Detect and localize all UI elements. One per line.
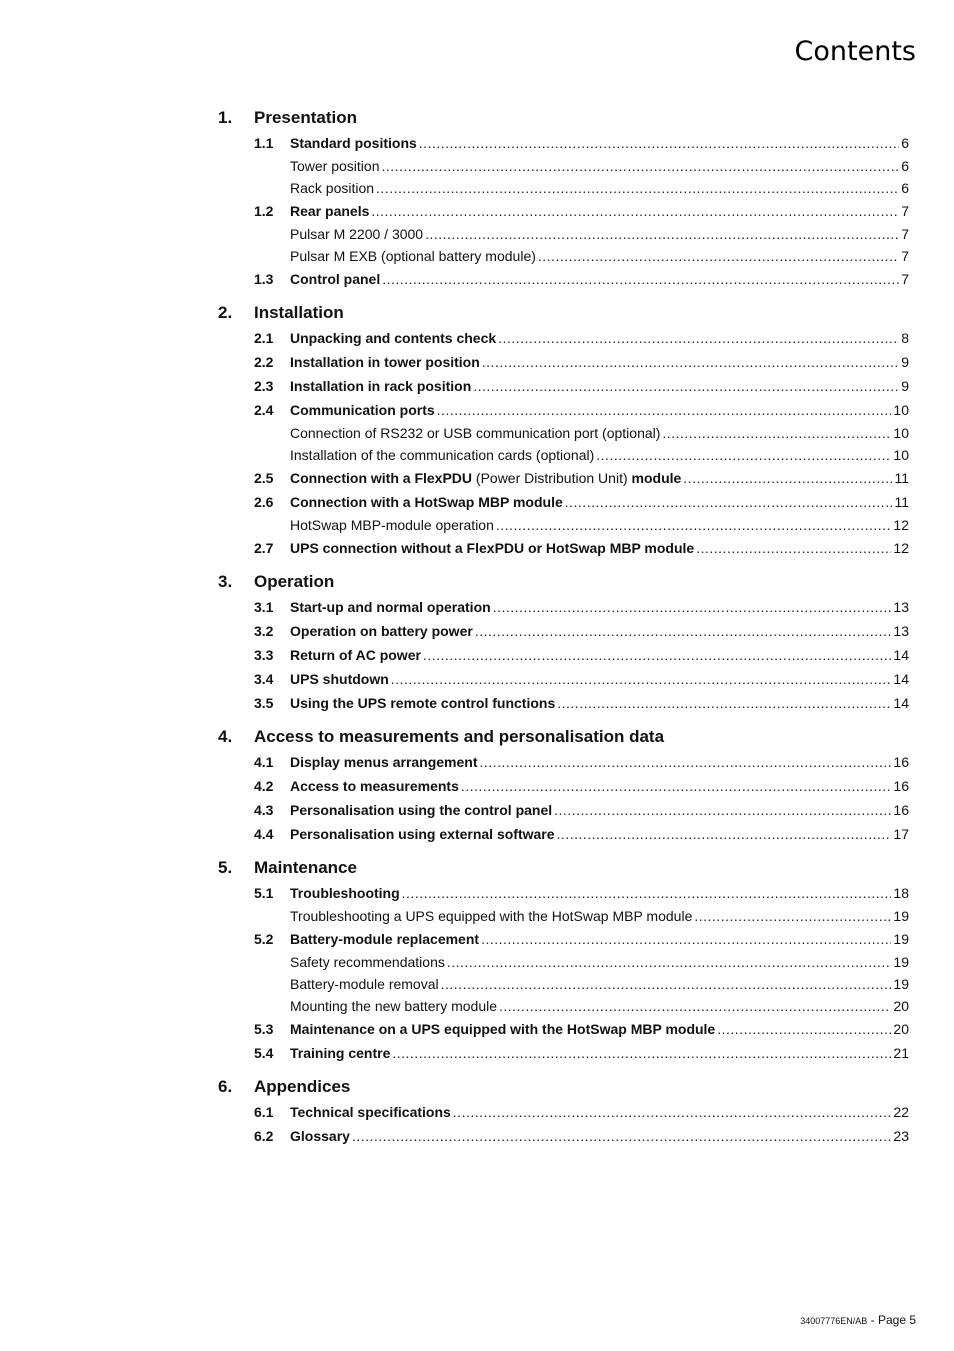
dot-leader	[376, 180, 899, 196]
entry-title: Rack position	[290, 180, 375, 196]
toc-subentry[interactable]	[0, 445, 954, 467]
dot-leader	[694, 908, 891, 924]
entry-number: 2.7	[254, 540, 274, 556]
entry-number: 5.2	[254, 931, 274, 947]
entry-line	[290, 1128, 909, 1144]
dot-leader	[392, 1045, 891, 1061]
section-number: 2.	[218, 303, 233, 322]
entry-line	[290, 447, 909, 463]
entry-title: Installation of the communication cards (optional)	[290, 447, 595, 463]
toc-subentry[interactable]	[0, 974, 954, 996]
entry-title: Connection with a FlexPDU	[290, 470, 473, 486]
entry-number: 6.2	[254, 1128, 274, 1144]
entry-line	[290, 931, 909, 947]
entry-number: 2.4	[254, 402, 274, 418]
entry-page-number: 12	[893, 517, 909, 533]
toc-subentry[interactable]	[0, 156, 954, 178]
entry-line	[290, 402, 909, 418]
entry-title: HotSwap MBP-module operation	[290, 517, 494, 533]
entry-title: Standard positions	[290, 135, 417, 151]
entry-line	[290, 826, 909, 842]
entry-line	[290, 754, 909, 770]
entry-line	[290, 354, 909, 370]
toc-entry[interactable]	[0, 620, 954, 644]
toc-entry[interactable]	[0, 200, 954, 224]
dot-leader	[419, 135, 899, 151]
entry-line	[290, 470, 909, 486]
document-code: 34007776EN/AB	[800, 1316, 868, 1326]
entry-number: 2.2	[254, 354, 274, 370]
entry-title: Start-up and normal operation	[290, 599, 491, 615]
entry-page-number: 6	[901, 158, 909, 174]
dot-leader	[498, 330, 899, 346]
entry-number: 4.3	[254, 802, 274, 818]
entry-line	[290, 425, 909, 441]
entry-number: 1.2	[254, 203, 274, 219]
entry-line	[290, 271, 909, 287]
dot-leader	[402, 885, 892, 901]
table-of-contents	[0, 106, 954, 1149]
entry-title: Access to measurements	[290, 778, 459, 794]
dot-leader	[352, 1128, 891, 1144]
dot-leader	[453, 1104, 892, 1120]
toc-entry[interactable]	[0, 132, 954, 156]
entry-page-number: 14	[893, 695, 909, 711]
entry-number: 3.2	[254, 623, 274, 639]
entry-title: Pulsar M EXB (optional battery module)	[290, 248, 536, 264]
page-footer	[800, 1313, 916, 1327]
section-title: Maintenance	[254, 858, 357, 877]
entry-number: 4.2	[254, 778, 274, 794]
entry-page-number: 11	[894, 494, 909, 510]
entry-line	[290, 226, 909, 242]
entry-page-number: 19	[893, 976, 909, 992]
entry-line	[290, 778, 909, 794]
entry-number: 4.1	[254, 754, 274, 770]
entry-line	[290, 802, 909, 818]
entry-title: Troubleshooting a UPS equipped with the HotSwap MBP module	[290, 908, 693, 924]
entry-line	[290, 203, 909, 219]
entry-page-number: 17	[893, 826, 909, 842]
entry-title: Personalisation using the control panel	[290, 802, 553, 818]
entry-title: Using the UPS remote control functions	[290, 695, 556, 711]
entry-line	[290, 378, 909, 394]
dot-leader	[557, 695, 891, 711]
entry-number: 5.1	[254, 885, 274, 901]
dot-leader	[481, 931, 891, 947]
toc-entry[interactable]	[0, 775, 954, 799]
entry-line	[290, 540, 909, 556]
entry-line	[290, 494, 909, 510]
entry-page-number: 9	[901, 354, 909, 370]
entry-line	[290, 954, 909, 970]
section-heading[interactable]	[0, 570, 954, 596]
toc-subentry[interactable]	[0, 178, 954, 200]
dot-leader	[382, 271, 899, 287]
dot-leader	[683, 470, 892, 486]
section-title: Operation	[254, 572, 335, 591]
toc-subentry[interactable]	[0, 224, 954, 246]
entry-number: 2.1	[254, 330, 274, 346]
dot-leader	[473, 378, 899, 394]
entry-page-number: 16	[893, 778, 909, 794]
entry-page-number: 18	[893, 885, 909, 901]
toc-subentry[interactable]	[0, 906, 954, 928]
dot-leader	[447, 954, 892, 970]
entry-title: Glossary	[290, 1128, 350, 1144]
entry-title: Installation in tower position	[290, 354, 480, 370]
entry-page-number: 19	[893, 908, 909, 924]
toc-entry[interactable]	[0, 799, 954, 823]
toc-entry[interactable]	[0, 751, 954, 775]
toc-entry[interactable]	[0, 327, 954, 351]
dot-leader	[425, 226, 899, 242]
entry-line	[290, 330, 909, 346]
toc-subentry[interactable]	[0, 246, 954, 268]
toc-entry[interactable]	[0, 1125, 954, 1149]
entry-number: 1.3	[254, 271, 274, 287]
entry-title: (Power Distribution Unit)	[472, 470, 632, 486]
page-number: - Page 5	[867, 1313, 916, 1327]
entry-page-number: 9	[901, 378, 909, 394]
dot-leader	[475, 623, 892, 639]
entry-page-number: 23	[893, 1128, 909, 1144]
toc-subentry[interactable]	[0, 515, 954, 537]
entry-line	[290, 908, 909, 924]
dot-leader	[423, 647, 892, 663]
toc-entry[interactable]	[0, 596, 954, 620]
entry-number: 6.1	[254, 1104, 274, 1120]
section-title: Access to measurements and personalisation data	[254, 727, 665, 746]
entry-page-number: 20	[893, 998, 909, 1014]
entry-line	[290, 695, 909, 711]
toc-entry[interactable]	[0, 668, 954, 692]
entry-title: Maintenance on a UPS equipped with the HotSwap MBP module	[290, 1021, 716, 1037]
section-number: 3.	[218, 572, 233, 591]
entry-title: Connection of RS232 or USB communication port (optional)	[290, 425, 661, 441]
entry-title: Installation in rack position	[290, 378, 472, 394]
entry-line	[290, 998, 909, 1014]
entry-line	[290, 671, 909, 687]
dot-leader	[480, 754, 892, 770]
entry-page-number: 22	[893, 1104, 909, 1120]
section-title: Appendices	[254, 1077, 351, 1096]
dot-leader	[371, 203, 899, 219]
entry-page-number: 20	[893, 1021, 909, 1037]
dot-leader	[382, 158, 900, 174]
entry-line	[290, 248, 909, 264]
entry-number: 5.4	[254, 1045, 274, 1061]
toc-entry[interactable]	[0, 467, 954, 491]
section-title: Installation	[254, 303, 344, 322]
entry-line	[290, 599, 909, 615]
dot-leader	[717, 1021, 891, 1037]
entry-number: 2.5	[254, 470, 274, 486]
entry-page-number: 19	[893, 954, 909, 970]
entry-line	[290, 1104, 909, 1120]
entry-title: Unpacking and contents check	[290, 330, 497, 346]
dot-leader	[557, 826, 892, 842]
toc-entry[interactable]	[0, 692, 954, 716]
entry-number: 2.3	[254, 378, 274, 394]
section-heading[interactable]	[0, 1075, 954, 1101]
entry-number: 4.4	[254, 826, 274, 842]
entry-line	[290, 1045, 909, 1061]
entry-title: Connection with a HotSwap MBP module	[290, 494, 563, 510]
entry-number: 5.3	[254, 1021, 274, 1037]
entry-line	[290, 1021, 909, 1037]
dot-leader	[596, 447, 891, 463]
entry-page-number: 7	[901, 271, 909, 287]
entry-title: Battery-module replacement	[290, 931, 480, 947]
entry-page-number: 14	[893, 671, 909, 687]
entry-title: Rear panels	[290, 203, 370, 219]
toc-subentry[interactable]	[0, 423, 954, 445]
entry-line	[290, 647, 909, 663]
entry-title: Operation on battery power	[290, 623, 473, 639]
dot-leader	[493, 599, 892, 615]
entry-page-number: 8	[901, 330, 909, 346]
entry-line	[290, 885, 909, 901]
entry-line	[290, 976, 909, 992]
entry-title: Tower position	[290, 158, 380, 174]
toc-entry[interactable]	[0, 351, 954, 375]
entry-number: 1.1	[254, 135, 274, 151]
dot-leader	[441, 976, 892, 992]
entry-title: Pulsar M 2200 / 3000	[290, 226, 424, 242]
entry-title: Return of AC power	[290, 647, 421, 663]
dot-leader	[496, 517, 892, 533]
entry-page-number: 7	[901, 203, 909, 219]
entry-page-number: 6	[901, 135, 909, 151]
toc-entry[interactable]	[0, 491, 954, 515]
entry-title: Training centre	[290, 1045, 391, 1061]
section-heading[interactable]	[0, 856, 954, 882]
section-heading[interactable]	[0, 301, 954, 327]
entry-title: Mounting the new battery module	[290, 998, 498, 1014]
entry-page-number: 11	[894, 470, 909, 486]
entry-title: UPS shutdown	[290, 671, 389, 687]
entry-page-number: 12	[893, 540, 909, 556]
entry-title: Communication ports	[290, 402, 435, 418]
toc-entry[interactable]	[0, 823, 954, 847]
entry-number: 2.6	[254, 494, 274, 510]
section-number: 5.	[218, 858, 233, 877]
entry-title: Battery-module removal	[290, 976, 439, 992]
entry-title: UPS connection without a FlexPDU or HotSwap MBP module	[290, 540, 695, 556]
dot-leader	[565, 494, 893, 510]
toc-entry[interactable]	[0, 375, 954, 399]
toc-entry[interactable]	[0, 644, 954, 668]
entry-number: 3.4	[254, 671, 274, 687]
dot-leader	[554, 802, 891, 818]
toc-entry[interactable]	[0, 1018, 954, 1042]
toc-entry[interactable]	[0, 399, 954, 423]
dot-leader	[499, 998, 891, 1014]
entry-title: module	[631, 470, 682, 486]
toc-entry[interactable]	[0, 537, 954, 561]
toc-subentry[interactable]	[0, 996, 954, 1018]
toc-entry[interactable]	[0, 1042, 954, 1066]
entry-line	[290, 180, 909, 196]
entry-page-number: 6	[901, 180, 909, 196]
dot-leader	[696, 540, 891, 556]
dot-leader	[461, 778, 892, 794]
dot-leader	[391, 671, 892, 687]
entry-number: 3.5	[254, 695, 274, 711]
entry-title: Control panel	[290, 271, 381, 287]
entry-title: Safety recommendations	[290, 954, 445, 970]
section-number: 6.	[218, 1077, 233, 1096]
entry-page-number: 10	[893, 402, 909, 418]
dot-leader	[437, 402, 892, 418]
entry-line	[290, 158, 909, 174]
entry-title: Display menus arrangement	[290, 754, 478, 770]
entry-page-number: 7	[901, 226, 909, 242]
entry-number: 3.1	[254, 599, 274, 615]
entry-page-number: 16	[893, 754, 909, 770]
dot-leader	[662, 425, 891, 441]
entry-line	[290, 135, 909, 151]
entry-page-number: 10	[893, 447, 909, 463]
dot-leader	[538, 248, 899, 264]
entry-title: Troubleshooting	[290, 885, 400, 901]
entry-page-number: 13	[893, 599, 909, 615]
section-number: 4.	[218, 727, 233, 746]
toc-entry[interactable]	[0, 268, 954, 292]
entry-title: Personalisation using external software	[290, 826, 555, 842]
toc-entry[interactable]	[0, 928, 954, 952]
entry-page-number: 19	[893, 931, 909, 947]
entry-title: Technical specifications	[290, 1104, 451, 1120]
section-heading[interactable]	[0, 725, 954, 751]
section-heading[interactable]	[0, 106, 954, 132]
section-number: 1.	[218, 108, 233, 127]
section-title: Presentation	[254, 108, 357, 127]
page-title: Contents	[794, 36, 916, 67]
entry-page-number: 21	[893, 1045, 909, 1061]
toc-entry[interactable]	[0, 1101, 954, 1125]
entry-page-number: 13	[893, 623, 909, 639]
entry-number: 3.3	[254, 647, 274, 663]
entry-page-number: 10	[893, 425, 909, 441]
entry-line	[290, 517, 909, 533]
toc-subentry[interactable]	[0, 952, 954, 974]
entry-page-number: 14	[893, 647, 909, 663]
entry-line	[290, 623, 909, 639]
dot-leader	[482, 354, 899, 370]
entry-page-number: 16	[893, 802, 909, 818]
toc-entry[interactable]	[0, 882, 954, 906]
entry-page-number: 7	[901, 248, 909, 264]
